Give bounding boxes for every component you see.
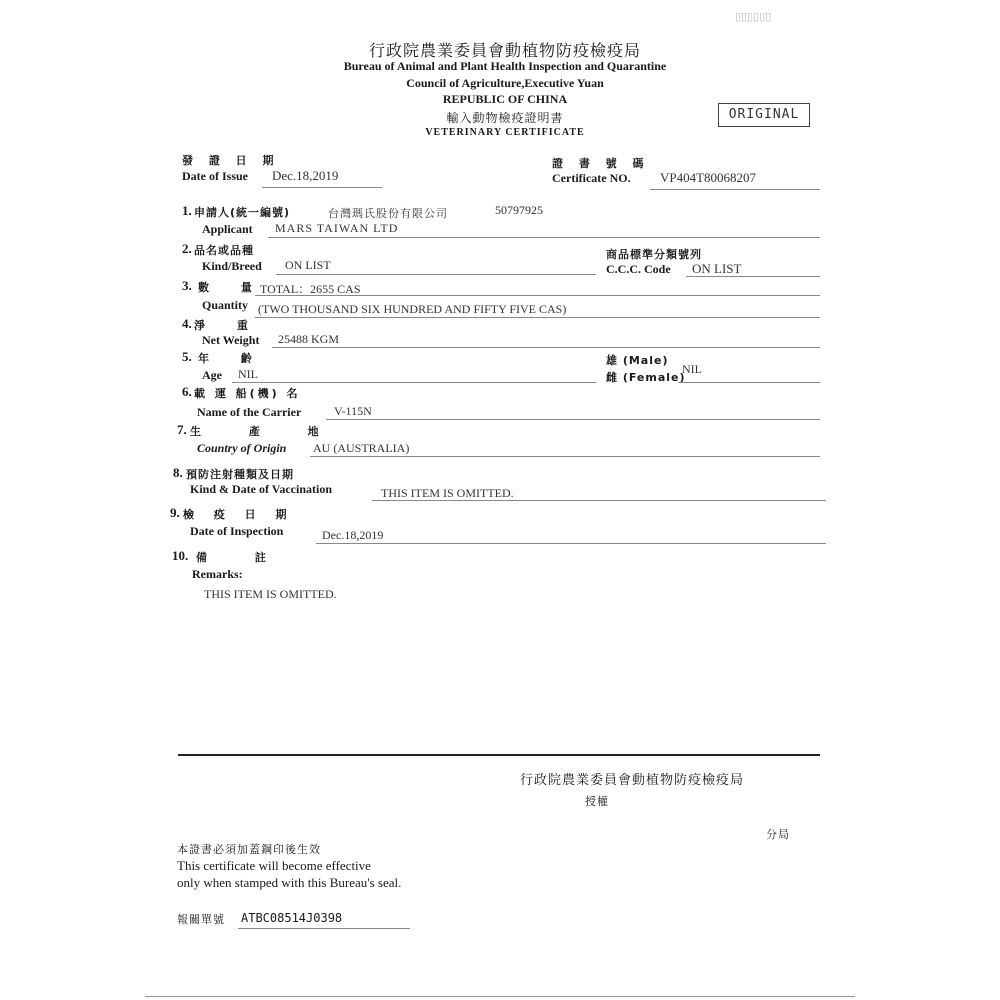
issue-label-zh: 發 證 日 期 xyxy=(182,154,280,167)
council-en-title: Council of Agriculture,Executive Yuan xyxy=(406,76,604,90)
net-weight-num: 4. xyxy=(182,316,192,331)
applicant-id: 50797925 xyxy=(495,203,543,217)
inspection-value: Dec.18,2019 xyxy=(322,528,384,542)
original-stamp: ORIGINAL xyxy=(718,103,810,127)
age-label-zh: 年 齡 xyxy=(198,352,266,365)
quantity-words: (TWO THOUSAND SIX HUNDRED AND FIFTY FIVE CAS) xyxy=(258,302,567,316)
footer-branch-zh: 分局 xyxy=(766,828,790,841)
inspection-label-zh: 檢 疫 日 期 xyxy=(183,508,295,521)
footer-authorized-zh: 授權 xyxy=(585,795,609,808)
remarks-value: THIS ITEM IS OMITTED. xyxy=(204,587,337,601)
male-label: 雄 (Male) xyxy=(606,354,669,367)
declaration-label-zh: 報關單號 xyxy=(177,913,225,926)
ccc-label-en: C.C.C. Code xyxy=(606,262,671,276)
signature-rule xyxy=(178,754,820,756)
applicant-label-en: Applicant xyxy=(202,222,253,236)
origin-num: 7. xyxy=(177,422,187,437)
bureau-zh-title: 行政院農業委員會動植物防疫檢疫局 xyxy=(368,41,641,60)
carrier-num: 6. xyxy=(182,384,192,399)
vaccination-label-zh: 預防注射種類及日期 xyxy=(186,468,294,481)
applicant-value-en: MARS TAIWAN LTD xyxy=(275,221,399,235)
country-title: REPUBLIC OF CHINA xyxy=(442,92,568,106)
age-label-en: Age xyxy=(202,368,222,382)
vaccination-label-en: Kind & Date of Vaccination xyxy=(190,482,333,496)
certificate-label-zh: 證 書 號 碼 xyxy=(552,157,650,170)
quantity-num: 3. xyxy=(182,278,192,293)
quantity-total: TOTAL：2655 CAS xyxy=(260,282,361,296)
certificate-value: VP404T80068207 xyxy=(660,170,757,185)
sex-value: NIL xyxy=(682,362,702,376)
net-weight-label-en: Net Weight xyxy=(202,333,260,347)
kind-label-en: Kind/Breed xyxy=(202,259,262,273)
carrier-value: V-115N xyxy=(334,404,372,418)
page-bottom-rule xyxy=(145,996,855,997)
net-weight-label-zh: 淨 重 xyxy=(194,319,262,332)
kind-label-zh: 品名或品種 xyxy=(194,244,254,257)
faint-marks: ▯▯▯▯▯▯ xyxy=(735,11,772,23)
vaccination-value: THIS ITEM IS OMITTED. xyxy=(381,486,514,500)
origin-label-en: Country of Origin xyxy=(197,441,287,455)
seal-note-zh: 本證書必須加蓋鋼印後生效 xyxy=(177,843,321,856)
vaccination-num: 8. xyxy=(173,465,183,480)
applicant-label-zh: 申請人(統一編號) xyxy=(194,206,291,219)
certificate-en-title: VETERINARY CERTIFICATE xyxy=(425,127,585,138)
seal-note-en-1: This certificate will become effective xyxy=(177,858,371,873)
origin-label-zh: 生 產 地 xyxy=(190,425,341,438)
remarks-label-en: Remarks: xyxy=(192,567,243,581)
declaration-value: ATBC08514J0398 xyxy=(241,911,343,925)
applicant-num: 1. xyxy=(182,203,192,218)
kind-num: 2. xyxy=(182,241,192,256)
certificate-label-en: Certificate NO. xyxy=(552,171,631,185)
quantity-label-en: Quantity xyxy=(202,298,249,312)
quantity-label-zh: 數 量 xyxy=(198,281,266,294)
net-weight-value: 25488 KGM xyxy=(278,332,340,346)
female-label: 雌 (Female) xyxy=(606,371,686,384)
inspection-label-en: Date of Inspection xyxy=(190,524,284,538)
kind-value: ON LIST xyxy=(285,258,331,272)
applicant-value-zh: 台灣瑪氏股份有限公司 xyxy=(328,208,448,220)
age-num: 5. xyxy=(182,349,192,364)
remarks-label-zh: 備 註 xyxy=(196,551,288,564)
age-value: NIL xyxy=(238,367,258,381)
remarks-num: 10. xyxy=(172,548,189,563)
carrier-label-en: Name of the Carrier xyxy=(197,405,302,419)
seal-note-en-2: only when stamped with this Bureau's seal. xyxy=(177,875,402,890)
bureau-en-title: Bureau of Animal and Plant Health Inspection and Quarantine xyxy=(343,59,667,73)
ccc-value: ON LIST xyxy=(692,261,742,276)
ccc-label-zh: 商品標準分類號列 xyxy=(606,248,702,261)
certificate-zh-title: 輸入動物檢疫證明書 xyxy=(446,111,564,125)
issue-label-en: Date of Issue xyxy=(182,169,248,183)
origin-value: AU (AUSTRALIA) xyxy=(313,441,410,455)
inspection-num: 9. xyxy=(170,505,180,520)
issue-value: Dec.18,2019 xyxy=(272,168,339,183)
footer-bureau-zh: 行政院農業委員會動植物防疫檢疫局 xyxy=(520,773,745,788)
carrier-label-zh: 載 運 船(機) 名 xyxy=(194,387,301,400)
